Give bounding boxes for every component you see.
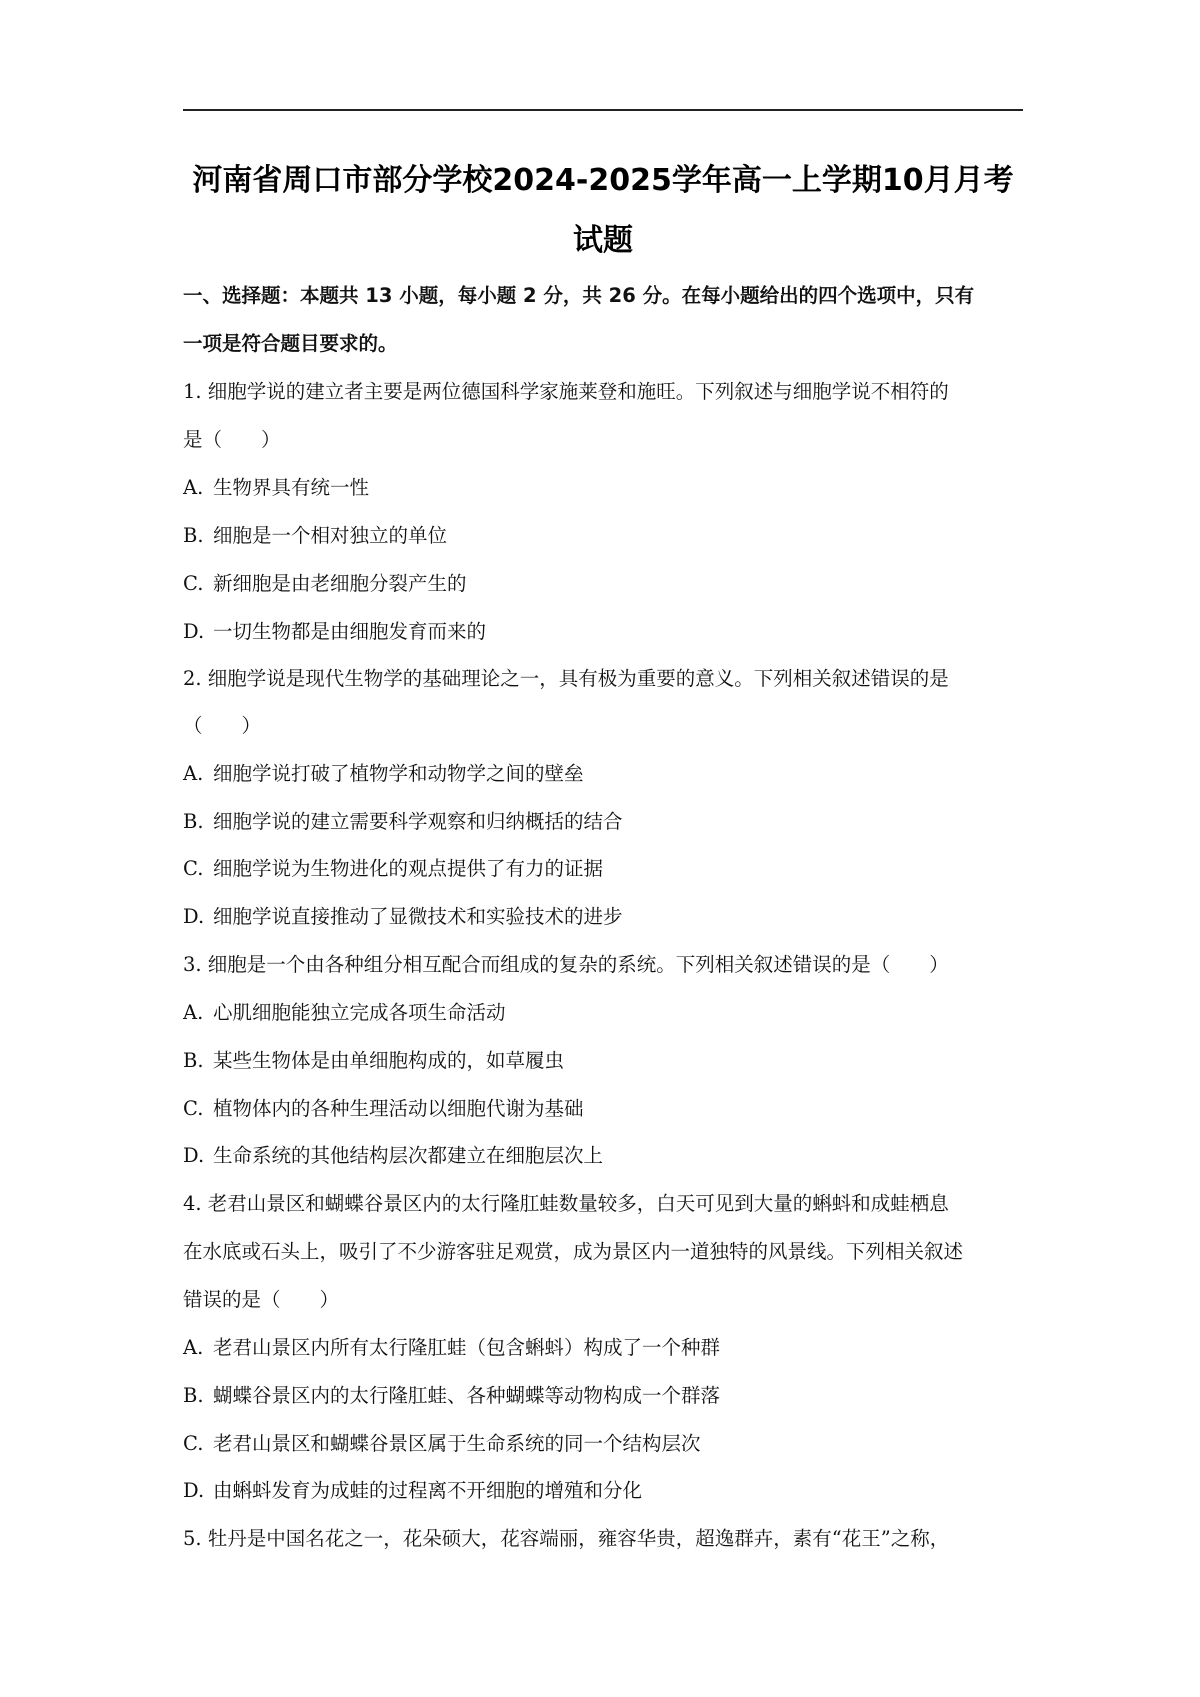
- option-letter: D.: [183, 620, 205, 643]
- section-heading-continued: 一项是符合题目要求的。: [183, 332, 398, 355]
- question-1-stem: 1. 细胞学说的建立者主要是两位德国科学家施莱登和施旺。下列叙述与细胞学说不相符的: [183, 380, 949, 403]
- option-text: 细胞学说打破了植物学和动物学之间的壁垒: [213, 762, 584, 785]
- option-text: 老君山景区和蝴蝶谷景区属于生命系统的同一个结构层次: [213, 1432, 701, 1455]
- question-1-option-d: [183, 618, 1033, 646]
- option-text: 生物界具有统一性: [213, 476, 370, 499]
- option-text: 老君山景区内所有太行隆肛蛙（包含蝌蚪）构成了一个种群: [213, 1336, 721, 1359]
- option-text: 植物体内的各种生理活动以细胞代谢为基础: [213, 1097, 584, 1120]
- option-letter: B.: [183, 810, 204, 833]
- option-text: 蝴蝶谷景区内的太行隆肛蛙、各种蝴蝶等动物构成一个群落: [213, 1384, 721, 1407]
- question-1-option-b: [183, 522, 1033, 550]
- question-4-option-d: [183, 1477, 1033, 1505]
- question-4-stem-continued-2: 错误的是（ ）: [183, 1288, 340, 1311]
- option-text: 某些生物体是由单细胞构成的，如草履虫: [213, 1049, 565, 1072]
- option-letter: A.: [183, 1336, 204, 1359]
- question-1-stem-continued: 是（ ）: [183, 428, 281, 451]
- page-title: 河南省周口市部分学校2024-2025学年高一上学期10月月考: [192, 163, 1014, 198]
- option-letter: D.: [183, 1479, 205, 1502]
- page-title-continued: 试题: [573, 223, 633, 258]
- option-text: 一切生物都是由细胞发育而来的: [213, 620, 487, 643]
- question-3-option-d: [183, 1142, 1033, 1170]
- option-text: 心肌细胞能独立完成各项生命活动: [213, 1001, 506, 1024]
- question-1-option-a: [183, 474, 1033, 502]
- option-text: 细胞是一个相对独立的单位: [213, 524, 448, 547]
- question-2-option-b: [183, 808, 1033, 836]
- option-letter: C.: [183, 857, 204, 880]
- question-4-option-a: [183, 1334, 1033, 1362]
- option-letter: D.: [183, 1144, 205, 1167]
- question-4-stem: 4. 老君山景区和蝴蝶谷景区内的太行隆肛蛙数量较多，白天可见到大量的蝌蚪和成蛙栖息: [183, 1192, 949, 1215]
- question-2-option-a: [183, 760, 1033, 788]
- option-text: 生命系统的其他结构层次都建立在细胞层次上: [213, 1144, 604, 1167]
- question-3-stem: 3. 细胞是一个由各种组分相互配合而组成的复杂的系统。下列相关叙述错误的是（ ）: [183, 953, 949, 976]
- question-2-stem: 2. 细胞学说是现代生物学的基础理论之一，具有极为重要的意义。下列相关叙述错误的是: [183, 667, 949, 690]
- option-letter: B.: [183, 1384, 204, 1407]
- option-text: 由蝌蚪发育为成蛙的过程离不开细胞的增殖和分化: [213, 1479, 643, 1502]
- question-3-option-c: [183, 1095, 1033, 1123]
- question-3-option-a: [183, 999, 1033, 1027]
- option-letter: C.: [183, 572, 204, 595]
- option-letter: A.: [183, 1001, 204, 1024]
- option-text: 新细胞是由老细胞分裂产生的: [213, 572, 467, 595]
- question-2-stem-continued: （ ）: [183, 714, 262, 737]
- option-letter: B.: [183, 1049, 204, 1072]
- question-4-option-c: [183, 1430, 1033, 1458]
- option-letter: A.: [183, 762, 204, 785]
- question-1-option-c: [183, 570, 1033, 598]
- header-rule: [183, 109, 1023, 111]
- question-4-option-b: [183, 1382, 1033, 1410]
- option-text: 细胞学说的建立需要科学观察和归纳概括的结合: [213, 810, 623, 833]
- option-letter: B.: [183, 524, 204, 547]
- option-letter: C.: [183, 1432, 204, 1455]
- question-3-option-b: [183, 1047, 1033, 1075]
- question-2-option-c: [183, 855, 1033, 883]
- option-text: 细胞学说直接推动了显微技术和实验技术的进步: [213, 905, 623, 928]
- option-letter: A.: [183, 476, 204, 499]
- section-heading: 一、选择题：本题共 13 小题，每小题 2 分，共 26 分。在每小题给出的四个选项中，只有: [183, 284, 975, 307]
- question-2-option-d: [183, 903, 1033, 931]
- question-4-stem-continued: 在水底或石头上，吸引了不少游客驻足观赏，成为景区内一道独特的风景线。下列相关叙述: [183, 1240, 964, 1263]
- option-letter: D.: [183, 905, 205, 928]
- option-text: 细胞学说为生物进化的观点提供了有力的证据: [213, 857, 604, 880]
- option-letter: C.: [183, 1097, 204, 1120]
- question-5-stem: 5. 牡丹是中国名花之一，花朵硕大，花容端丽，雍容华贵，超逸群卉，素有“花王”之称，: [183, 1527, 950, 1550]
